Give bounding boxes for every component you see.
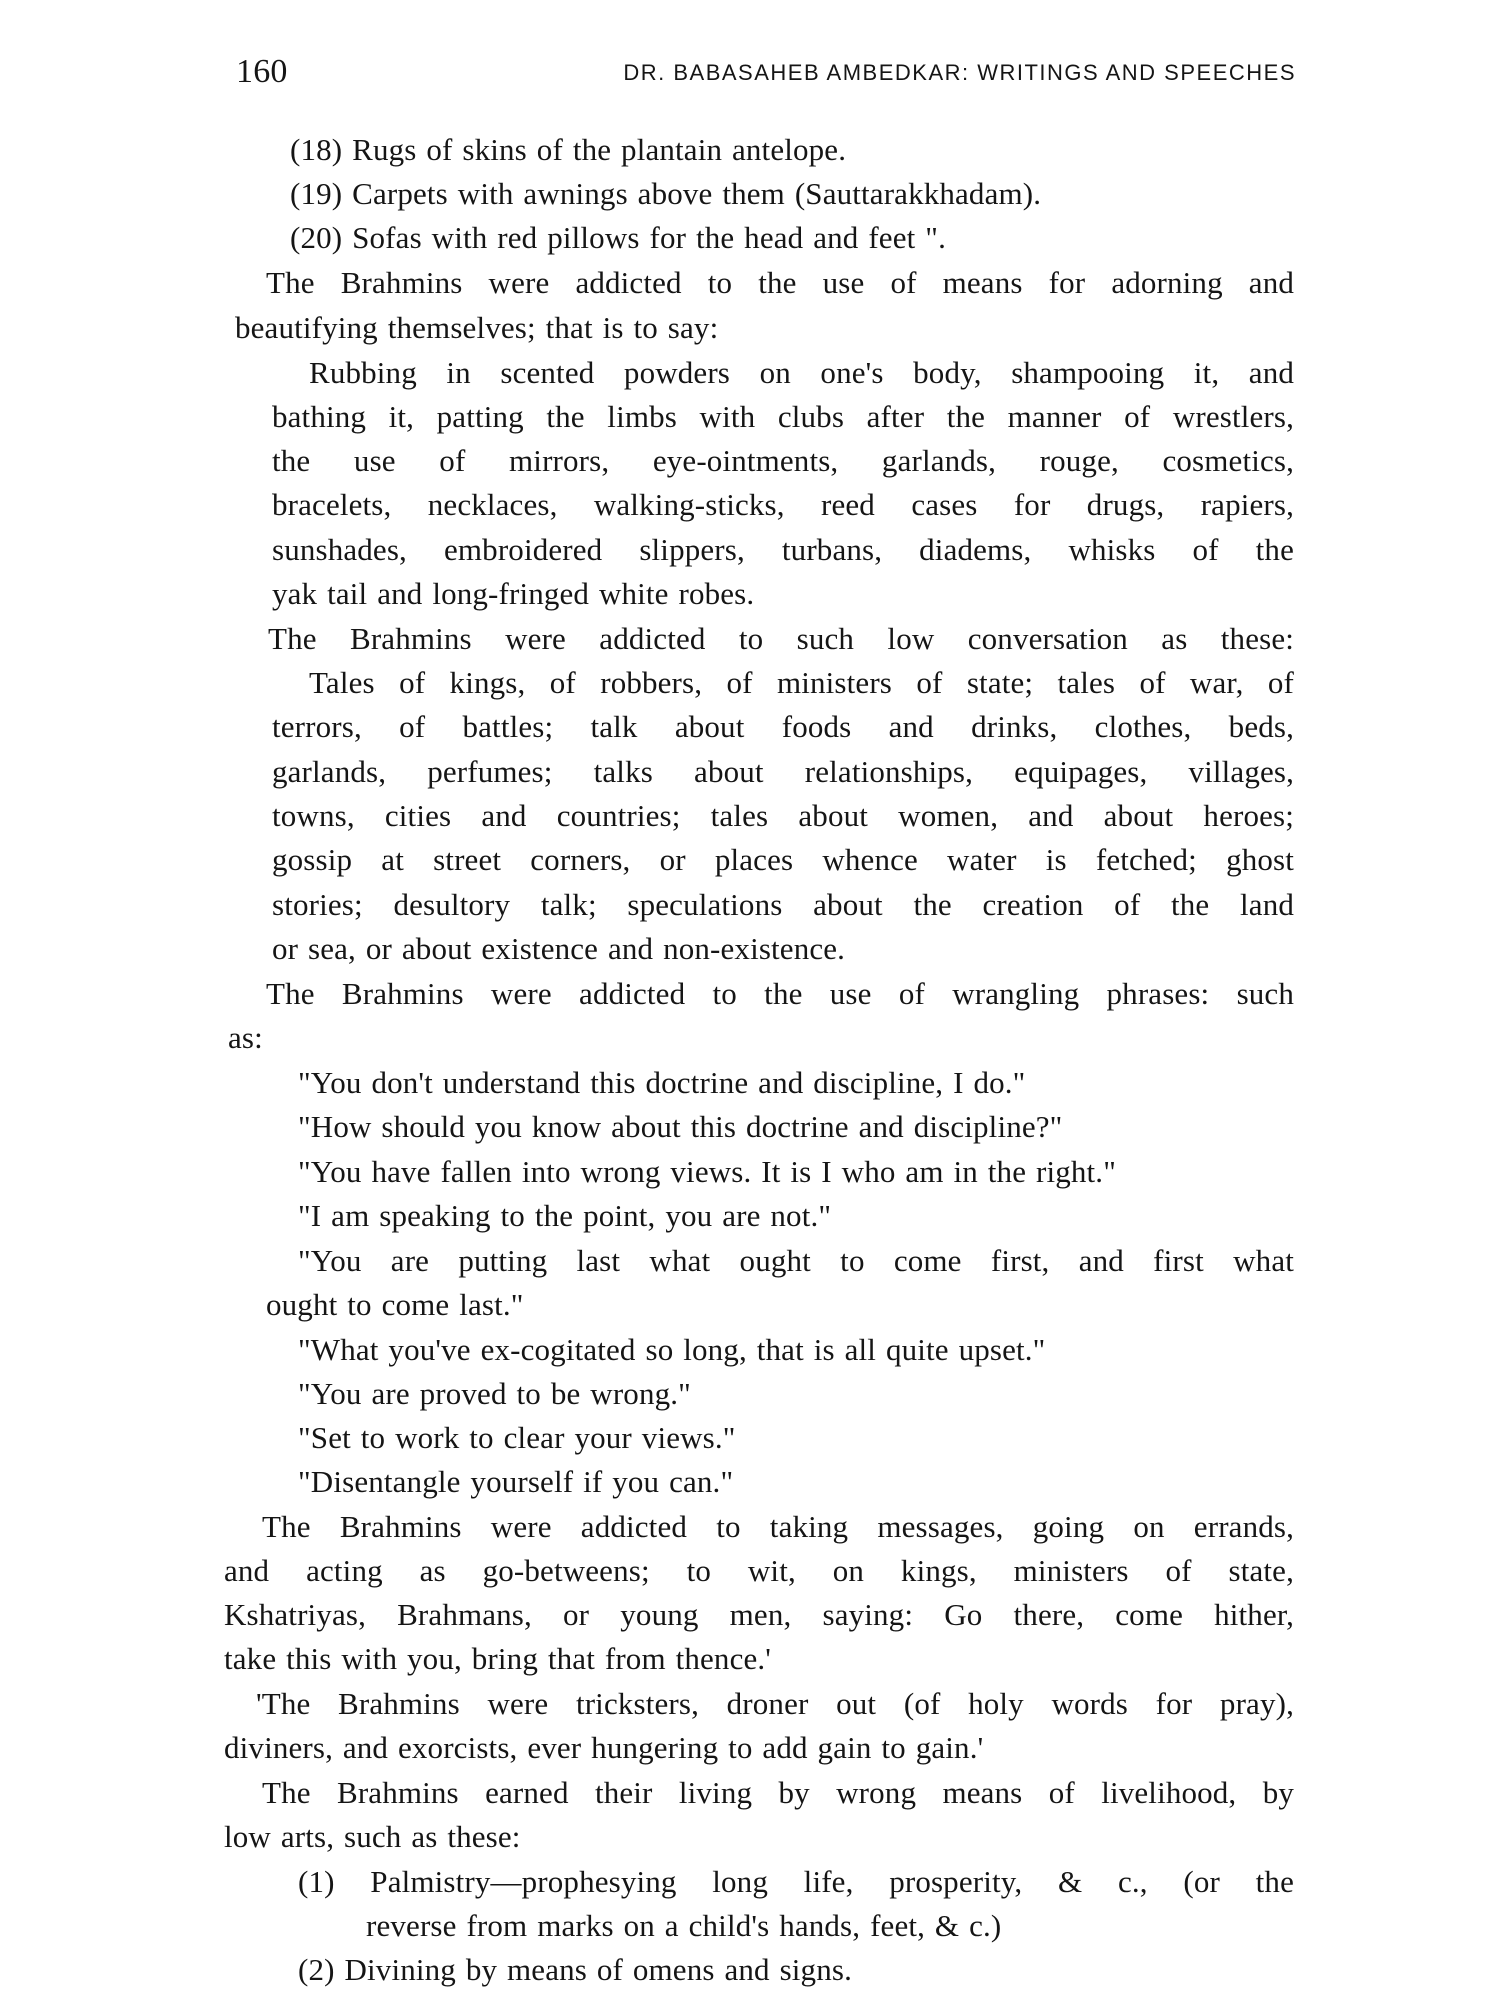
list-item-1: (1) Palmistry—prophesying long life, prosperity, & c., (or the (298, 1864, 1294, 1899)
quote-line: ought to come last." (266, 1287, 524, 1322)
list-item-18: (18) Rugs of skins of the plantain antelope. (290, 132, 847, 167)
list-item-20: (20) Sofas with red pillows for the head and feet ". (290, 220, 946, 255)
quote-line: gossip at street corners, or places whence water is fetched; ghost (272, 842, 1294, 877)
page-header (236, 50, 1296, 100)
text-line: low arts, such as these: (224, 1819, 521, 1854)
quote-line: "Set to work to clear your views." (298, 1420, 736, 1455)
quote-line: garlands, perfumes; talks about relationships, equipages, villages, (272, 754, 1294, 789)
quote-line: Tales of kings, of robbers, of ministers of state; tales of war, of (309, 665, 1294, 700)
list-item-2: (2) Divining by means of omens and signs. (298, 1952, 852, 1987)
text-line: as: (228, 1020, 263, 1055)
running-head: DR. BABASAHEB AMBEDKAR: WRITINGS AND SPEECHES (623, 60, 1296, 85)
text-line: diviners, and exorcists, ever hungering to add gain to gain.' (224, 1730, 984, 1765)
quote-line: Rubbing in scented powders on one's body, shampooing it, and (309, 355, 1294, 390)
quote-line: towns, cities and countries; tales about women, and about heroes; (272, 798, 1294, 833)
quote-line: "You don't understand this doctrine and discipline, I do." (298, 1065, 1026, 1100)
text-line: The Brahmins were addicted to the use of means for adorning and (266, 265, 1294, 300)
quote-line: stories; desultory talk; speculations about the creation of the land (272, 887, 1294, 922)
text-line: The Brahmins were addicted to such low conversation as these: (268, 621, 1294, 656)
text-line: 'The Brahmins were tricksters, droner out (of holy words for pray), (256, 1686, 1294, 1721)
quote-line: yak tail and long-fringed white robes. (272, 576, 755, 611)
quote-line: "Disentangle yourself if you can." (298, 1464, 734, 1499)
text-line: The Brahmins were addicted to taking messages, going on errands, (262, 1509, 1294, 1544)
quote-line: "What you've ex-cogitated so long, that is all quite upset." (298, 1332, 1046, 1367)
text-line: and acting as go-betweens; to wit, on kings, ministers of state, (224, 1553, 1294, 1588)
list-item-19: (19) Carpets with awnings above them (Sauttarakkhadam). (290, 176, 1042, 211)
quote-line: terrors, of battles; talk about foods and drinks, clothes, beds, (272, 709, 1294, 744)
quote-line: the use of mirrors, eye-ointments, garlands, rouge, cosmetics, (272, 443, 1294, 478)
quote-line: "How should you know about this doctrine and discipline?" (298, 1109, 1063, 1144)
page-number: 160 (236, 53, 288, 90)
quote-line: or sea, or about existence and non-existence. (272, 931, 846, 966)
quote-line: bracelets, necklaces, walking-sticks, reed cases for drugs, rapiers, (272, 487, 1294, 522)
text-line: Kshatriyas, Brahmans, or young men, saying: Go there, come hither, (224, 1597, 1294, 1632)
text-line: The Brahmins earned their living by wrong means of livelihood, by (262, 1775, 1294, 1810)
quote-line: sunshades, embroidered slippers, turbans, diadems, whisks of the (272, 532, 1294, 567)
text-line: beautifying themselves; that is to say: (235, 310, 719, 345)
text-line: take this with you, bring that from thence.' (224, 1641, 772, 1676)
quote-line: "I am speaking to the point, you are not." (298, 1198, 832, 1233)
quote-line: "You are proved to be wrong." (298, 1376, 691, 1411)
quote-line: "You have fallen into wrong views. It is I who am in the right." (298, 1154, 1117, 1189)
text-line: The Brahmins were addicted to the use of wrangling phrases: such (266, 976, 1294, 1011)
quote-line: bathing it, patting the limbs with clubs after the manner of wrestlers, (272, 399, 1294, 434)
list-item-1-continuation: reverse from marks on a child's hands, feet, & c.) (366, 1908, 1002, 1943)
quote-line: "You are putting last what ought to come first, and first what (298, 1243, 1294, 1278)
